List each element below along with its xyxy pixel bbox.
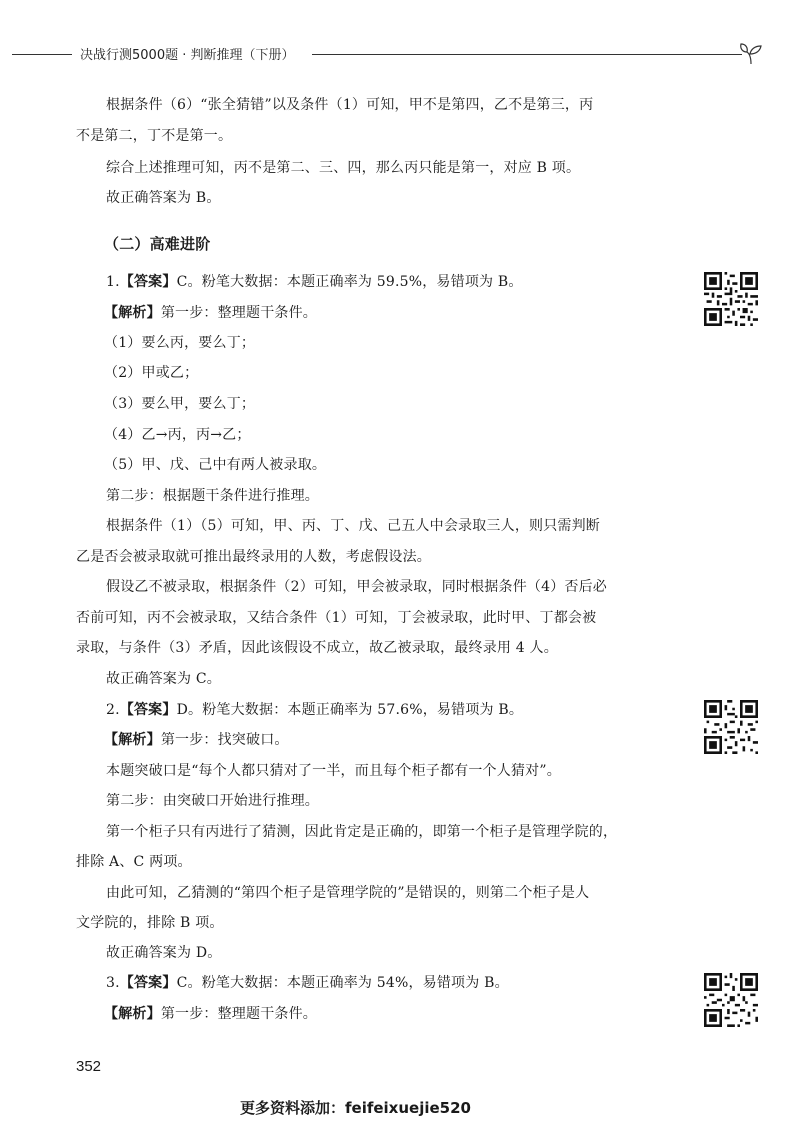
- question-number: 3.: [106, 975, 120, 991]
- answer-text: D。粉笔大数据：本题正确率为 57.6%，易错项为 B。: [176, 702, 524, 718]
- footer-note: 更多资料添加：feifeixuejie520: [240, 1099, 471, 1117]
- paragraph-line: 第一个柜子只有丙进行了猜测，因此肯定是正确的，即第一个柜子是管理学院的，: [106, 824, 618, 840]
- paragraph-line: 第二步：由突破口开始进行推理。: [106, 793, 319, 809]
- analysis-text: 第一步：整理题干条件。: [160, 1006, 318, 1022]
- paragraph-line: 根据条件（1）（5）可知，甲、丙、丁、戊、己五人中会录取三人，则只需判断: [106, 518, 601, 534]
- condition-line: （5）甲、戊、己中有两人被录取。: [104, 457, 327, 473]
- paragraph-line: 综合上述推理可知，丙不是第二、三、四，那么丙只能是第一，对应 B 项。: [106, 160, 581, 176]
- book-title: 决战行测5000题 · 判断推理（下册）: [80, 48, 295, 63]
- paragraph-line: 不是第二，丁不是第一。: [76, 128, 233, 144]
- paragraph-line: 文学院的，排除 B 项。: [76, 915, 224, 931]
- paragraph-line: 由此可知，乙猜测的“第四个柜子是管理学院的”是错误的，则第二个柜子是人: [106, 885, 590, 901]
- analysis-tag: 【解析】: [104, 305, 161, 321]
- paragraph-line: 否前可知，丙不会被录取，又结合条件（1）可知，丁会被录取，此时甲、丁都会被: [76, 610, 597, 626]
- condition-line: （1）要么丙，要么丁；: [104, 335, 256, 351]
- q3-answer-line: [106, 974, 509, 992]
- paragraph-line: 本题突破口是“每个人都只猜对了一半，而且每个柜子都有一个人猜对”。: [106, 763, 561, 779]
- analysis-tag: 【解析】: [104, 1006, 161, 1022]
- answer-tag: 【答案】: [119, 274, 177, 290]
- answer-tag: 【答案】: [119, 975, 177, 991]
- paragraph-line: 假设乙不被录取，根据条件（2）可知，甲会被录取，同时根据条件（4）否后必: [106, 579, 608, 595]
- paragraph-line: 排除 A、C 两项。: [76, 854, 192, 870]
- condition-line: （4）乙→丙，丙→乙；: [104, 427, 251, 443]
- paragraph-line: 第二步：根据题干条件进行推理。: [106, 488, 319, 504]
- question-number: 1.: [106, 274, 120, 290]
- paragraph-line: 故正确答案为 D。: [106, 945, 222, 961]
- q1-answer-line: [106, 273, 523, 291]
- condition-line: （3）要么甲，要么丁；: [104, 396, 256, 412]
- paragraph-line: 根据条件（6）“张全猜错”以及条件（1）可知，甲不是第四，乙不是第三，丙: [106, 97, 594, 113]
- q3-analysis-line: [104, 1005, 317, 1023]
- answer-text: C。粉笔大数据：本题正确率为 54%，易错项为 B。: [176, 975, 509, 991]
- analysis-text: 第一步：找突破口。: [160, 732, 289, 748]
- qr-code-icon: [704, 700, 758, 754]
- section-title: （二）高难进阶: [104, 235, 211, 253]
- answer-tag: 【答案】: [119, 702, 177, 718]
- q2-answer-line: [106, 701, 523, 719]
- paragraph-line: 录取，与条件（3）矛盾，因此该假设不成立，故乙被录取，最终录用 4 人。: [76, 640, 558, 656]
- qr-code-icon: [704, 272, 758, 326]
- paragraph-line: 故正确答案为 B。: [106, 190, 221, 206]
- qr-code-icon: [704, 973, 758, 1027]
- answer-text: C。粉笔大数据：本题正确率为 59.5%，易错项为 B。: [176, 274, 523, 290]
- q1-analysis-line: [104, 304, 317, 322]
- question-number: 2.: [106, 702, 120, 718]
- analysis-text: 第一步：整理题干条件。: [160, 305, 318, 321]
- paragraph-line: 乙是否会被录取就可推出最终录用的人数，考虑假设法。: [76, 549, 431, 565]
- page-number: 352: [76, 1058, 102, 1075]
- condition-line: （2）甲或乙；: [104, 365, 199, 381]
- q2-analysis-line: [104, 731, 289, 749]
- paragraph-line: 故正确答案为 C。: [106, 671, 221, 687]
- analysis-tag: 【解析】: [104, 732, 161, 748]
